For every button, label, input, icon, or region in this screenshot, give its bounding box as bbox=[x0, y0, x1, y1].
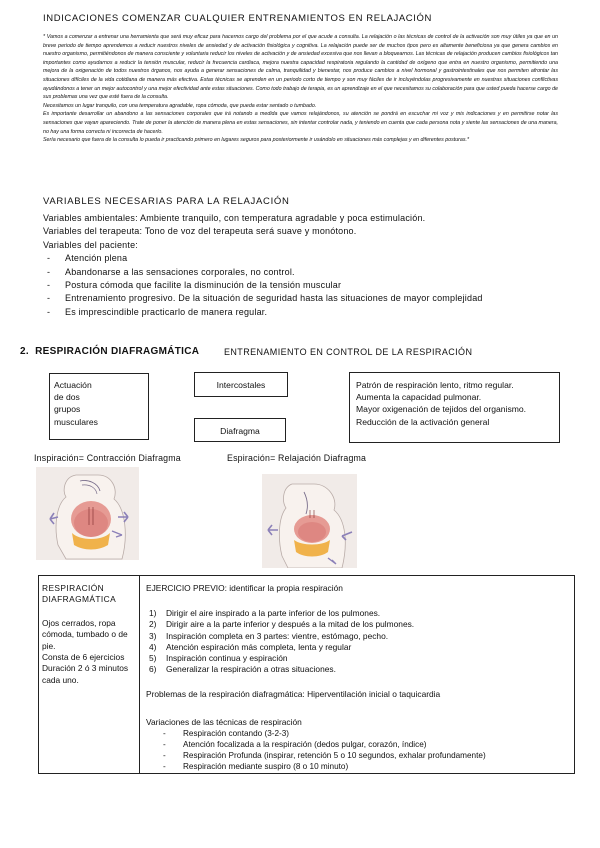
step-text: Atención espiración más completa, lenta y regular bbox=[166, 641, 352, 652]
table-left-line: Duración 2 ó 3 minutos bbox=[42, 663, 129, 674]
list-item: - Atención focalizada a la respiración (dedos pulgar, corazón, índice) bbox=[146, 739, 571, 750]
list-item: - Respiración Profunda (inspirar, retención 5 o 10 segundos, exhalar profundamente) bbox=[146, 750, 571, 761]
table-left-line: Ojos cerrados, ropa bbox=[42, 617, 116, 628]
efectos-box bbox=[349, 372, 560, 443]
step-number: 3) bbox=[149, 630, 157, 641]
list-item bbox=[146, 608, 571, 619]
box-line: Aumenta la capacidad pulmonar. bbox=[356, 392, 482, 403]
variables-ambientales: Variables ambientales: Ambiente tranquilo, con temperatura agradable y poca estimulación. bbox=[43, 213, 426, 223]
intro-paragraph: Necesitamos un lugar tranquilo, con una temperatura agradable, ropa cómoda, que pueda estar sentado o tumbado. bbox=[43, 102, 317, 109]
table-left-line: cada uno. bbox=[42, 674, 79, 685]
actuacion-box bbox=[49, 373, 149, 440]
variaciones-title: Variaciones de las técnicas de respiración bbox=[146, 716, 302, 727]
step-number: 1) bbox=[149, 608, 157, 619]
paciente-list bbox=[43, 252, 563, 319]
variables-block bbox=[43, 212, 563, 319]
table-left-column bbox=[39, 576, 140, 773]
table-left-line: Consta de 6 ejercicios bbox=[42, 652, 125, 663]
problemas-text: Problemas de la respiración diafragmática: Hiperventilación inicial o taquicardia bbox=[146, 689, 441, 700]
variaciones-list bbox=[146, 728, 571, 773]
section-title: RESPIRACIÓN DIAFRAGMÁTICA bbox=[35, 346, 200, 357]
exercise-title: EJERCICIO PREVIO: identificar la propia respiración bbox=[146, 583, 343, 593]
box-line: musculares bbox=[54, 416, 98, 427]
list-item: - Respiración contando (3-2-3) bbox=[146, 728, 571, 739]
box-line: Actuación bbox=[54, 380, 92, 390]
step-number: 6) bbox=[149, 664, 157, 675]
list-item: - Abandonarse a las sensaciones corporales, no control. bbox=[43, 266, 563, 279]
table-left-title: DIAFRAGMÁTICA bbox=[42, 594, 117, 605]
variables-heading: VARIABLES NECESARIAS PARA LA RELAJACIÓN bbox=[43, 196, 290, 207]
list-item: - Respiración mediante suspiro (8 o 10 minuto) bbox=[146, 761, 571, 772]
box-line: Patrón de respiración lento, ritmo regular. bbox=[356, 380, 514, 390]
variables-paciente: Variables del paciente: bbox=[43, 239, 138, 250]
section-subtitle: ENTRENAMIENTO EN CONTROL DE LA RESPIRACIÓN bbox=[224, 347, 473, 357]
exercise-steps bbox=[146, 608, 571, 675]
espiracion-illustration bbox=[262, 474, 357, 568]
table-left-line: cómoda, tumbado o de bbox=[42, 629, 128, 640]
espiracion-caption: Espiración= Relajación Diafragma bbox=[227, 453, 367, 463]
step-text: Inspiración completa en 3 partes: vientre, estómago, pecho. bbox=[166, 630, 389, 641]
intro-paragraph: Es importante desarrollar un abandono a las sensaciones corporales que irá notando a medida que vamos relajándonos, su atención se pondrá en escuchar mi voz y mis indicaciones y en permitirse notar las sensaciones que vayan apareciendo. Trate de poner la atención de manera plena en estas sensaciones, sin intentar controlar nada, y teniendo en cuenta que cada persona nota y siente las sensaciones de una manera, no hay una forma correcta ni incorrecta de hacerlo. bbox=[43, 111, 558, 135]
list-item bbox=[146, 642, 571, 653]
list-item bbox=[146, 631, 571, 642]
list-item bbox=[146, 664, 571, 675]
table-left-title: RESPIRACIÓN bbox=[42, 583, 105, 593]
list-item bbox=[146, 619, 571, 630]
box-line: Mayor oxigenación de tejidos del organismo. bbox=[356, 404, 527, 415]
table-left-line: pie. bbox=[42, 640, 56, 651]
box-line: grupos bbox=[54, 404, 81, 415]
list-item: - Entrenamiento progresivo. De la situación de seguridad hasta las situaciones de mayor complejidad bbox=[43, 292, 563, 305]
step-number: 5) bbox=[149, 653, 157, 664]
step-text: Dirigir aire a la parte inferior y después a la mitad de los pulmones. bbox=[166, 619, 415, 630]
list-item: - Atención plena bbox=[43, 252, 563, 265]
intro-text bbox=[43, 33, 558, 145]
exercise-table bbox=[38, 575, 575, 774]
list-item bbox=[146, 653, 571, 664]
variables-terapeuta: Variables del terapeuta: Tono de voz del terapeuta será suave y monótono. bbox=[43, 226, 357, 237]
section-heading bbox=[20, 346, 199, 357]
intro-paragraph: Sería necesario que fuera de la consulta lo pueda ir practicando primero en lugares seguros para posteriormente ir usándolo en situaciones más complejas y en diferentes posturas.* bbox=[43, 137, 470, 144]
box-line: Reducción de la activación general bbox=[356, 416, 490, 427]
step-text: Dirigir el aire inspirado a la parte inferior de los pulmones. bbox=[166, 608, 381, 619]
box-line: de dos bbox=[54, 392, 80, 403]
inspiracion-illustration bbox=[36, 467, 139, 560]
page-title: INDICACIONES COMENZAR CUALQUIER ENTRENAMIENTOS EN RELAJACIÓN bbox=[43, 13, 432, 24]
diafragma-box: Diafragma bbox=[194, 418, 286, 442]
list-item: - Postura cómoda que facilite la disminución de la tensión muscular bbox=[43, 279, 563, 292]
inspiracion-caption: Inspiración= Contracción Diafragma bbox=[34, 453, 181, 463]
intercostales-box: Intercostales bbox=[194, 372, 288, 397]
table-right-column bbox=[146, 583, 571, 773]
step-number: 4) bbox=[149, 641, 157, 652]
step-text: Inspiración continua y espiración bbox=[166, 653, 288, 664]
section-number: 2. bbox=[20, 346, 29, 357]
step-number: 2) bbox=[149, 619, 157, 630]
list-item: - Es imprescindible practicarlo de manera regular. bbox=[43, 306, 563, 319]
step-text: Generalizar la respiración a otras situaciones. bbox=[166, 664, 336, 675]
intro-paragraph: * Vamos a comenzar a entrenar una herramienta que será muy eficaz para hacernos cargo del problema por el que acude a consulta. La relajación o las técnicas de control de la activación son muy útiles ya que en un breve periodo de tiempo aprendemos a reducir nuestros niveles de ansiedad y de activación fisiológica y cognitiva. La relajación puede ser de muchos tipos pero es altamente beneficiosa ya que genera cambios en nuestro organismo, permitiéndonos de manera consciente y voluntaria reducir los niveles de activación y de ansiedad excesiva que nos llevan a bloquearnos. Las técnicas de relajación producen cambios fisiológicos tan importantes como ayudarnos a reducir la tensión muscular, reducir la frecuencia cardiaca, mejora nuestra capacidad respiratoria regulando la cantidad de oxígeno que entra en nuestro organismo, permitiendo una mejora de la oxigenación de todos nuestros órganos, nos ayuda a generar sensaciones de calma, tranquilidad y bienestar, nos produce cambios a nivel hormonal y gastrointestinales que nos permiten afrontar las situaciones difíciles de la vida cotidiana de manera más efectiva. Estas técnicas se aprenden en un periodo corto de tiempo y son muy fáciles de ir incluyéndolas progresivamente en nuestras situaciones conflictivas ayudándonos a tener un mejor autocontrol y una mejor efectividad ante estas situaciones. Como todo trabajo de terapia, es un aprendizaje en el que necesitamos su colaboración para que usted pueda hacerse cargo de sus problemas una vez que esté fuera de la consulta. bbox=[43, 34, 558, 101]
